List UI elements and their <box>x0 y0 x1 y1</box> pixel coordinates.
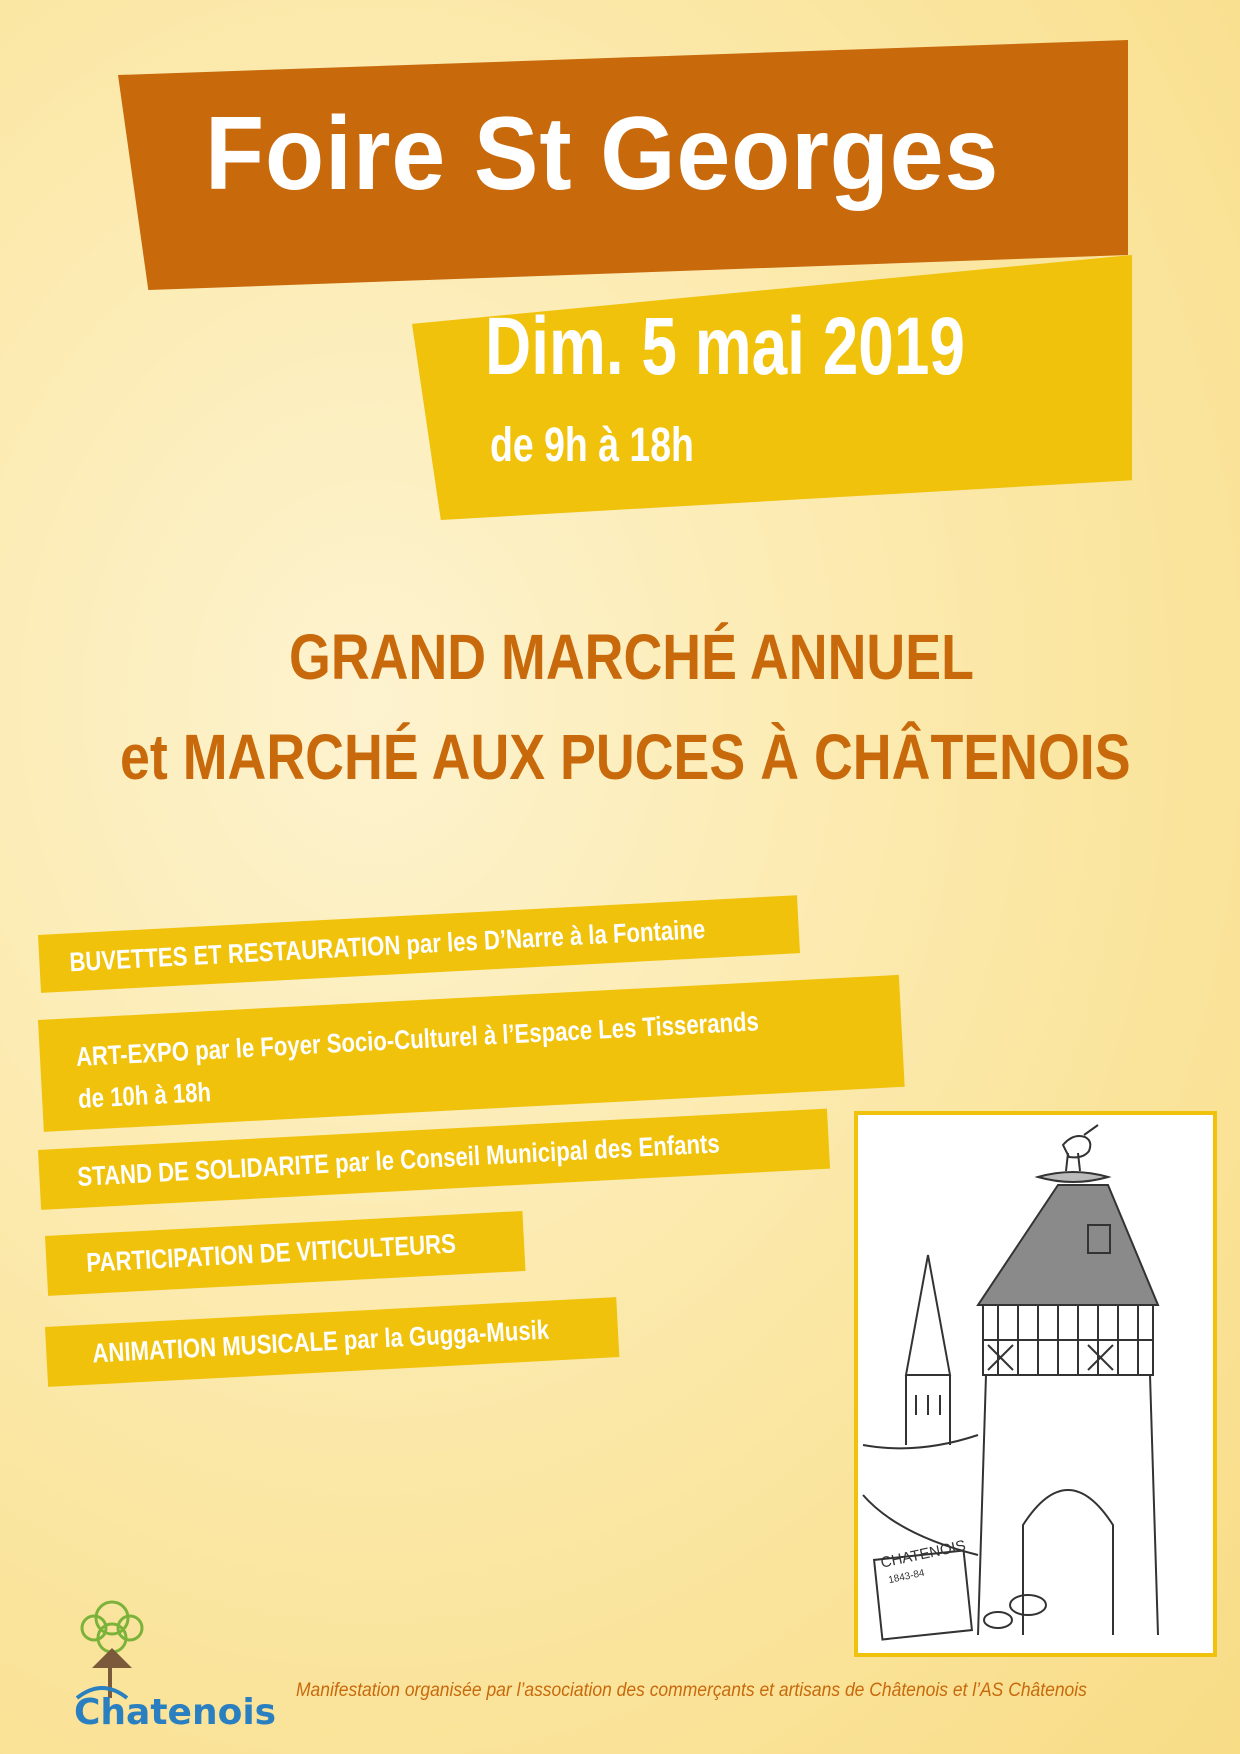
activity-text: ART-EXPO par le Foyer Socio-Culturel à l’Espace Les Tisserands <box>75 1006 760 1073</box>
activity-text: BUVETTES ET RESTAURATION par les D’Narre à la Fontaine <box>68 914 706 978</box>
activity-text: STAND DE SOLIDARITE par le Conseil Municipal des Enfants <box>76 1128 721 1192</box>
activity-text: ANIMATION MUSICALE par la Gugga-Musik <box>91 1314 550 1369</box>
chatenois-logo <box>62 1578 287 1740</box>
headline-line-1: GRAND MARCHÉ ANNUEL <box>289 621 974 693</box>
headline-line-2: et MARCHÉ AUX PUCES À CHÂTENOIS <box>120 721 1131 793</box>
activity-band-buvettes <box>38 895 800 993</box>
activity-text: PARTICIPATION DE VITICULTEURS <box>85 1228 457 1278</box>
organizer-footer: Manifestation organisée par l’association des commerçants et artisans de Châtenois et l’AS Châtenois <box>296 1680 1087 1701</box>
activity-band-art-expo <box>38 975 905 1132</box>
activity-text-hours: de 10h à 18h <box>77 1077 212 1114</box>
event-time: de 9h à 18h <box>490 419 694 472</box>
sign-title: CHATENOIS <box>879 1537 968 1572</box>
event-date: Dim. 5 mai 2019 <box>485 301 965 392</box>
event-title: Foire St Georges <box>205 96 1000 212</box>
town-gate-drawing <box>854 1111 1217 1657</box>
activity-band-viticulteurs <box>45 1211 525 1296</box>
tower-sketch <box>858 1115 1213 1653</box>
activity-band-musique <box>45 1297 619 1387</box>
sign-years: 1843-84 <box>887 1567 926 1587</box>
logo-wordmark: Chatenois <box>74 1692 277 1733</box>
tree-logo-icon <box>62 1578 287 1740</box>
